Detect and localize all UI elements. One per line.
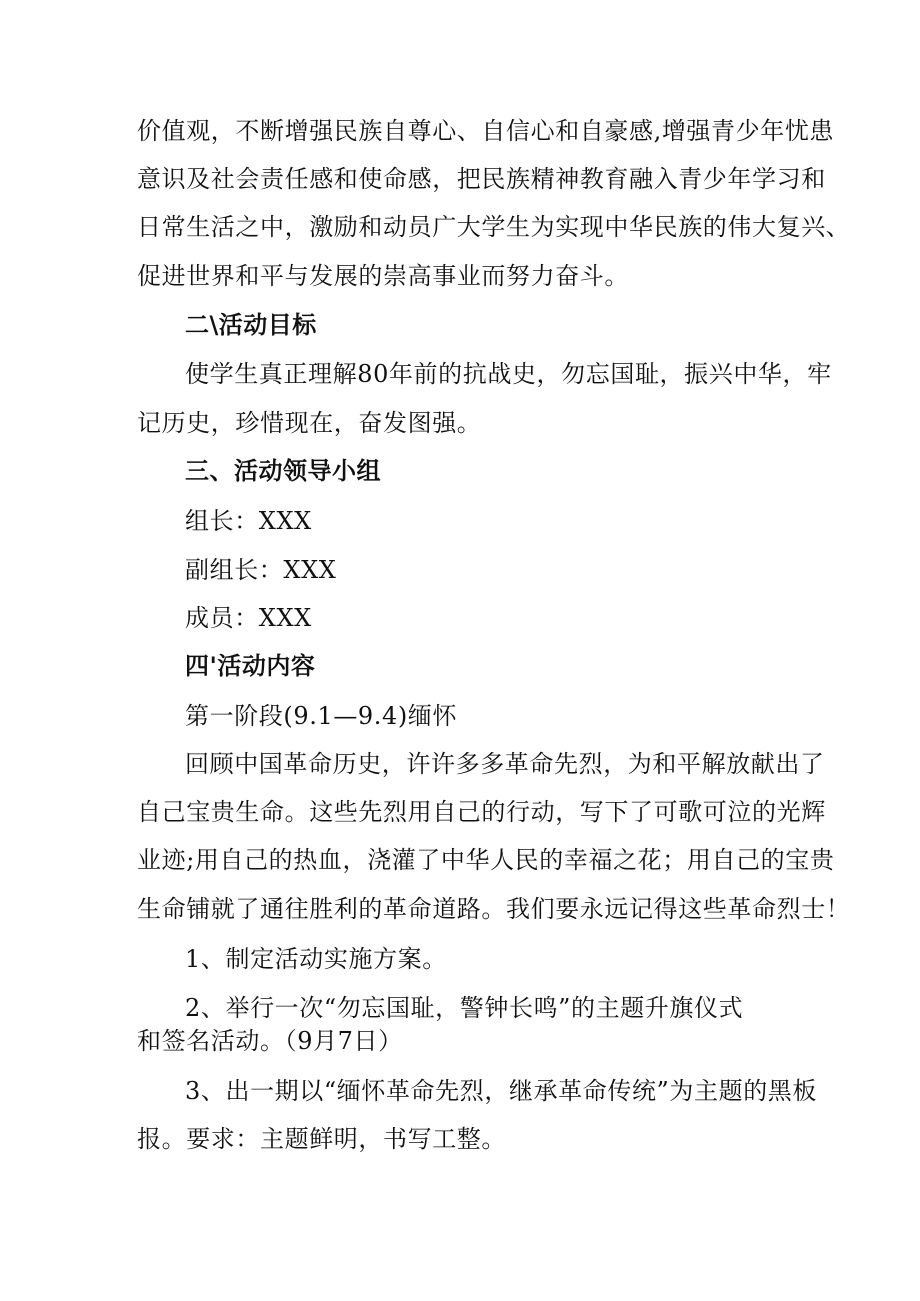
intro-line-1: 价值观，不断增强民族自尊心、自信心和自豪感,增强青少年忧患 <box>137 117 835 145</box>
stage-line-4: 生命铺就了通往胜利的革命道路。我们要永远记得这些革命烈士！ <box>137 895 851 923</box>
stage-line-3: 业迹;用自己的热血，浇灌了中华人民的幸福之花；用自己的宝贵 <box>137 846 835 874</box>
intro-line-4: 促进世界和平与发展的崇高事业而努力奋斗。 <box>137 262 629 290</box>
section2-line-1: 使学生真正理解80年前的抗战史，勿忘国耻，振兴中华，牢 <box>185 360 832 388</box>
section2-line-2: 记历史，珍惜现在，奋发图强。 <box>137 409 482 437</box>
item-3-line-2: 报。要求：主题鲜明，书写工整。 <box>137 1125 506 1153</box>
group-members: 成员：XXX <box>185 604 312 632</box>
section4-heading: 四'活动内容 <box>185 652 316 680</box>
stage-line-1: 回顾中国革命历史，许许多多革命先烈，为和平解放献出了 <box>185 750 825 778</box>
section3-heading: 三、活动领导小组 <box>185 457 381 485</box>
item-1: 1、制定活动实施方案。 <box>185 945 447 973</box>
section2-heading: 二\活动目标 <box>185 311 317 339</box>
item-3-line-1: 3、出一期以“缅怀革命先烈，继承革命传统”为主题的黑板 <box>185 1077 818 1105</box>
intro-line-3: 日常生活之中，激励和动员广大学生为实现中华民族的伟大复兴、 <box>137 213 851 241</box>
intro-line-2: 意识及社会责任感和使命感，把民族精神教育融入青少年学习和 <box>137 165 826 193</box>
group-deputy-leader: 副组长：XXX <box>185 556 337 584</box>
item-2-line-2: 和签名活动。（9月7日） <box>137 1027 403 1055</box>
group-leader: 组长：XXX <box>185 507 312 535</box>
stage-title: 第一阶段(9.1—9.4)缅怀 <box>185 702 458 730</box>
item-2-line-1: 2、举行一次“勿忘国耻，警钟长鸣”的主题升旗仪式 <box>185 994 744 1022</box>
stage-line-2: 自己宝贵生命。这些先烈用自己的行动，写下了可歌可泣的光辉 <box>137 798 826 826</box>
